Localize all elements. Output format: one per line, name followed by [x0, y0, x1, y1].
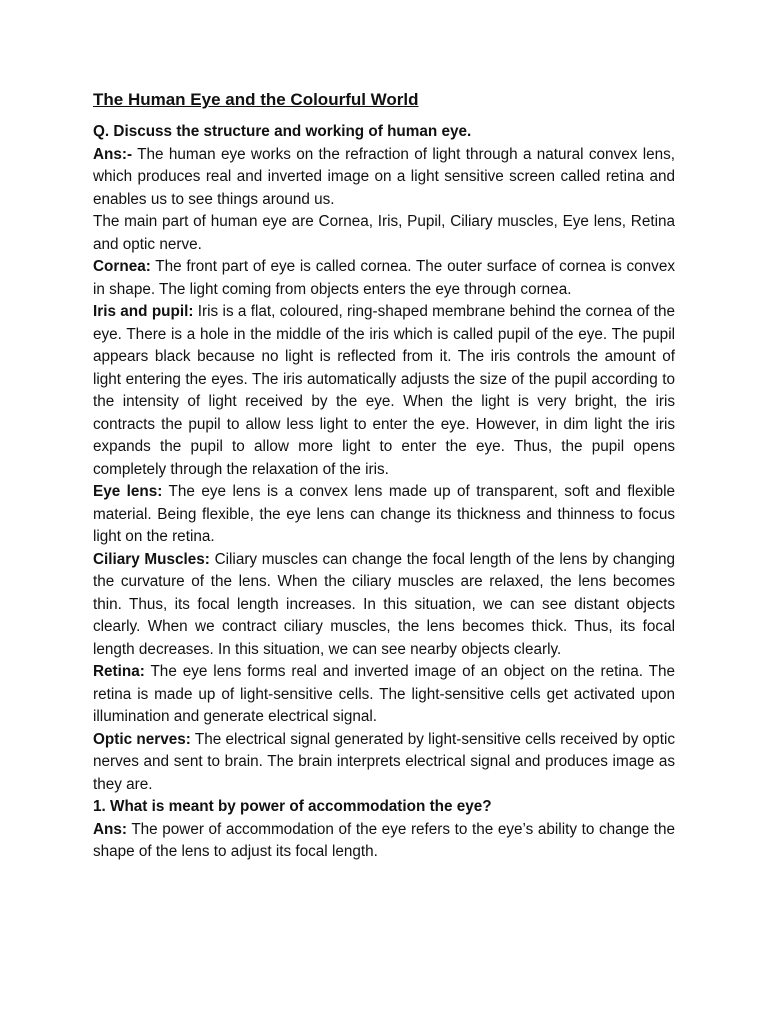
document-content [93, 88, 675, 864]
answer-paragraph [93, 144, 675, 212]
section-text: The eye lens is a convex lens made up of transparent, soft and flexible material. Being flexible, the eye lens can change its thickness and thinness to focus light on the retina. [93, 483, 675, 545]
section-label: Retina: [93, 663, 145, 680]
section-text: The eye lens forms real and inverted image of an object on the retina. The retina is made up of light-sensitive cells. The light-sensitive cells get activated upon illumination and generate electrical signal. [93, 663, 675, 725]
section-iris-and-pupil [93, 301, 675, 481]
section-ciliary-muscles [93, 549, 675, 662]
answer-text: The human eye works on the refraction of light through a natural convex lens, which produces real and inverted image on a light sensitive screen called retina and enables us to see things around us. [93, 145, 675, 208]
section-text: Iris is a flat, coloured, ring-shaped membrane behind the cornea of the eye. There is a hole in the middle of the iris which is called pupil of the eye. The pupil appears black because no light is reflected from it. The iris controls the amount of light entering the eyes. The iris automatically adjusts the size of the pupil according to the intensity of light received by the eye. When the light is very bright, the iris contracts the pupil to allow less light to enter the eye. However, in dim light the iris expands the pupil to allow more light to enter the eye. Thus, the pupil opens completely through the relaxation of the iris. [93, 303, 675, 478]
section-label: Ciliary Muscles: [93, 550, 210, 568]
section-label: Optic nerves: [93, 730, 191, 748]
section-label: Iris and pupil: [93, 303, 194, 320]
question-2-heading: 1. What is meant by power of accommodation the eye? [93, 798, 492, 815]
section-eye-lens [93, 481, 675, 549]
page-title: The Human Eye and the Colourful World [93, 90, 419, 109]
section-label: Eye lens: [93, 483, 163, 500]
answer-label: Ans:- [93, 145, 133, 163]
section-retina [93, 661, 675, 729]
section-text: The electrical signal generated by light-sensitive cells received by optic nerves and sent to brain. The brain interprets electrical signal and produces image as they are. [93, 730, 675, 793]
answer-2-paragraph [93, 819, 675, 864]
section-cornea [93, 256, 675, 301]
section-text: The front part of eye is called cornea. The outer surface of cornea is convex in shape. The light coming from objects enters the eye through cornea. [93, 258, 675, 298]
section-label: Cornea: [93, 258, 151, 275]
main-parts-paragraph: The main part of human eye are Cornea, Iris, Pupil, Ciliary muscles, Eye lens, Retina and optic nerve. [93, 213, 675, 253]
answer-2-text: The power of accommodation of the eye refers to the eye’s ability to change the shape of the lens to adjust its focal length. [93, 820, 675, 860]
section-optic-nerves [93, 729, 675, 797]
answer-2-label: Ans: [93, 820, 127, 838]
section-text: Ciliary muscles can change the focal length of the lens by changing the curvature of the lens. When the ciliary muscles are relaxed, the lens becomes thin. Thus, its focal length increases. In this situation, we can see distant objects clearly. When we contract ciliary muscles, the lens becomes thick. Thus, its focal length decreases. In this situation, we can see nearby objects clearly. [93, 550, 675, 658]
question-heading: Q. Discuss the structure and working of human eye. [93, 123, 472, 140]
